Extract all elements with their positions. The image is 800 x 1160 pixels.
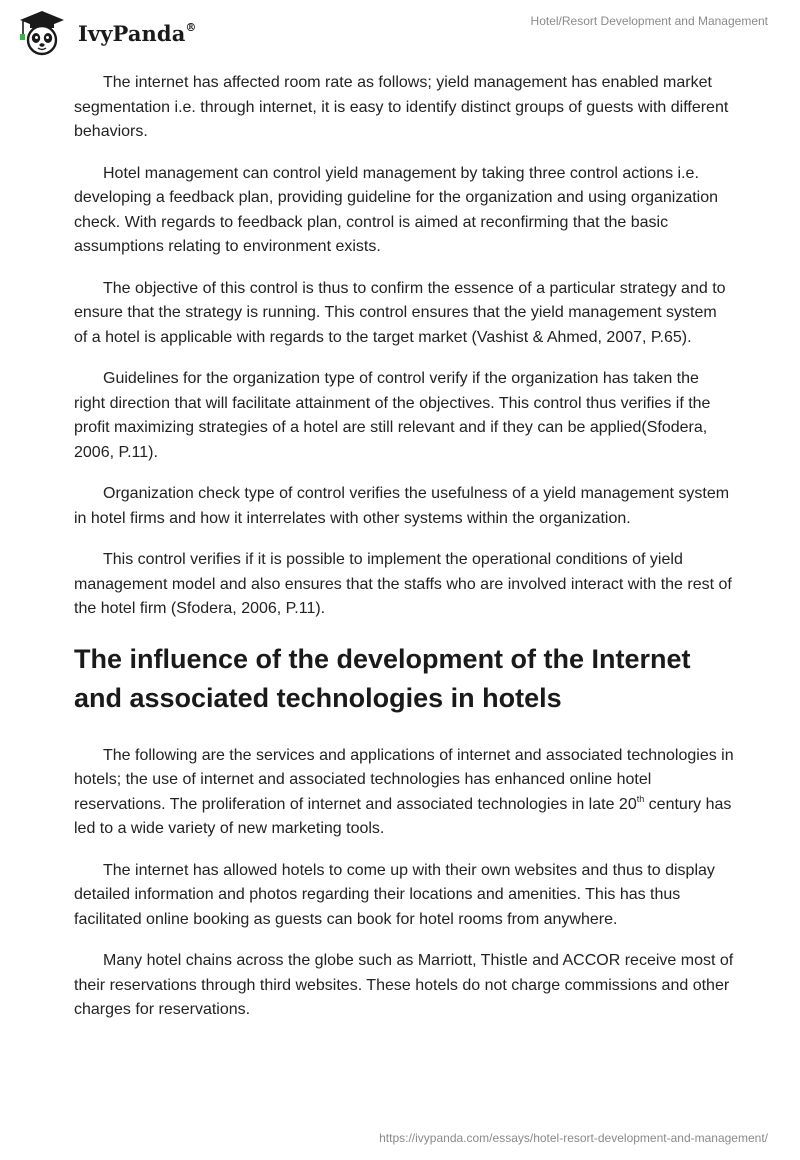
essay-body bbox=[74, 71, 734, 1040]
paragraph: Guidelines for the organization type of control verify if the organization has taken the right direction that will facilitate attainment of the objectives. This control thus verifies if the profit maximizing strategies of a hotel are still relevant and if they can be applied(Sfodera, 2006, P.11). bbox=[74, 370, 711, 461]
paragraph: Organization check type of control verifies the usefulness of a yield management system in hotel firms and how it interrelates with other systems within the organization. bbox=[74, 485, 730, 527]
page-header bbox=[0, 0, 800, 60]
ordinal-suffix: th bbox=[636, 793, 645, 804]
paragraph: The internet has allowed hotels to come up with their own websites and thus to display detailed information and photos regarding their locations and amenities. This has thus facilitated online booking as guests can book for hotel rooms from anywhere. bbox=[74, 861, 715, 928]
document-running-title: Hotel/Resort Development and Management bbox=[530, 14, 768, 28]
paragraph: This control verifies if it is possible to implement the operational conditions of yield management model and also ensures that the staffs who are involved interact with the rest of the hotel firm (Sfodera, 2006, P.11). bbox=[74, 551, 732, 617]
panda-logo-icon bbox=[14, 8, 72, 56]
intro-text-end: century has led to a wide variety of new marketing tools. bbox=[74, 795, 732, 837]
section-heading: The influence of the development of the Internet and associated technologies in hotels bbox=[74, 643, 691, 713]
site-logo[interactable] bbox=[14, 8, 197, 56]
paragraph: The internet has affected room rate as follows; yield management has enabled market segmentation i.e. through internet, it is easy to identify distinct groups of guests with different behaviors. bbox=[74, 74, 729, 140]
paragraph: Many hotel chains across the globe such as Marriott, Thistle and ACCOR receive most of their reservations through third websites. These hotels do not charge commissions and other charges for reservations. bbox=[74, 952, 734, 1018]
intro-text-start: The following are the services and applications of internet and associated technologies in hotels; the use of internet and associated technologies has enhanced online hotel reservations. The proliferation of internet and associated technologies in late 20 bbox=[74, 746, 734, 813]
source-url-link[interactable]: https://ivypanda.com/essays/hotel-resort-development-and-management/ bbox=[379, 1131, 768, 1145]
logo-wordmark: IvyPanda® bbox=[78, 20, 197, 46]
paragraph: The objective of this control is thus to confirm the essence of a particular strategy and to ensure that the strategy is running. This control ensures that the yield management system of a hotel is applicable with regards to the target market (Vashist & Ahmed, 2007, P.65). bbox=[74, 279, 726, 346]
paragraph-intro bbox=[74, 744, 734, 842]
paragraph: Hotel management can control yield management by taking three control actions i.e. developing a feedback plan, providing guideline for the organization and using organization check. With regards to feedback plan, control is aimed at reconfirming that the basic assumptions relating to environment exists. bbox=[74, 164, 719, 255]
registered-mark: ® bbox=[185, 20, 197, 34]
